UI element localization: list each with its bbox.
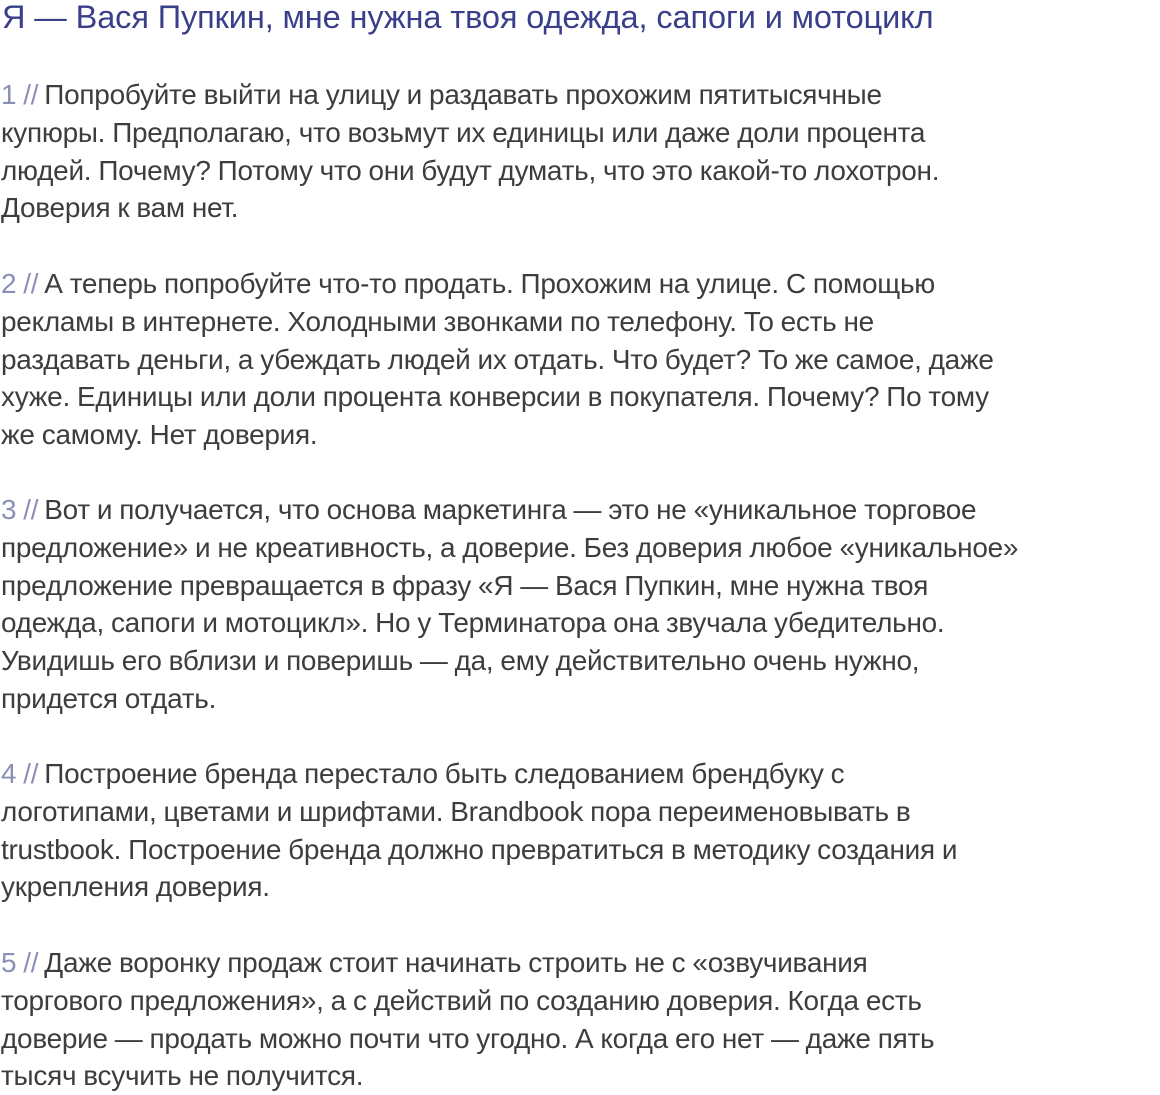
paragraph-line: же самому. Нет доверия. xyxy=(1,419,318,451)
paragraph-2 xyxy=(1,265,1160,454)
line-text: А теперь попробуйте что-то продать. Прохожим на улице. С помощью xyxy=(44,268,935,299)
paragraph-line xyxy=(1,76,1158,114)
paragraph-4 xyxy=(1,755,1160,906)
paragraph-line: логотипами, цветами и шрифтами. Brandbook пора переименовывать в xyxy=(1,795,911,827)
paragraph-1 xyxy=(1,76,1160,227)
paragraph-number: 4 // xyxy=(1,758,39,789)
paragraph-5 xyxy=(1,944,1160,1095)
paragraph-line: предложение превращается в фразу «Я — Вася Пупкин, мне нужна твоя xyxy=(1,569,929,601)
paragraph-number: 2 // xyxy=(1,268,39,299)
paragraph-line: доверие — продать можно почти что угодно. А когда его нет — даже пять xyxy=(1,1022,935,1054)
paragraph-line: раздавать деньги, а убеждать людей их отдать. Что будет? То же самое, даже xyxy=(1,343,994,375)
paragraph-number: 3 // xyxy=(1,494,39,525)
line-text: Вот и получается, что основа маркетинга — это не «уникальное торговое xyxy=(44,494,977,525)
paragraph-line xyxy=(1,944,1158,982)
paragraph-line: рекламы в интернете. Холодными звонками по телефону. То есть не xyxy=(1,305,874,337)
paragraph-number: 1 // xyxy=(1,79,39,110)
paragraph-line: trustbook. Построение бренда должно превратиться в методику создания и xyxy=(1,833,958,865)
paragraph-line: купюры. Предполагаю, что возьмут их единицы или даже доли процента xyxy=(1,116,926,148)
line-text: Попробуйте выйти на улицу и раздавать прохожим пятитысячные xyxy=(44,79,882,110)
paragraph-line: придется отдать. xyxy=(1,682,217,714)
paragraph-line: укрепления доверия. xyxy=(1,871,270,903)
paragraph-line: Увидишь его вблизи и поверишь — да, ему действительно очень нужно, xyxy=(1,645,920,677)
paragraph-line: торгового предложения», а с действий по созданию доверия. Когда есть xyxy=(1,984,922,1016)
paragraph-line: предложение» и не креативность, а доверие. Без доверия любое «уникальное» xyxy=(1,531,1019,563)
paragraph-line: тысяч всучить не получится. xyxy=(1,1060,364,1092)
paragraph-line: одежда, сапоги и мотоцикл». Но у Терминатора она звучала убедительно. xyxy=(1,607,945,639)
paragraph-line xyxy=(1,755,1158,793)
paragraph-line: людей. Почему? Потому что они будут думать, что это какой-то лохотрон. xyxy=(1,154,940,186)
article-title: Я — Вася Пупкин, мне нужна твоя одежда, сапоги и мотоцикл xyxy=(2,0,934,35)
paragraph-line: хуже. Единицы или доли процента конверсии в покупателя. Почему? По тому xyxy=(1,381,989,413)
paragraph-3 xyxy=(1,491,1160,718)
paragraph-number: 5 // xyxy=(1,947,39,978)
paragraph-line xyxy=(1,491,1158,529)
line-text: Построение бренда перестало быть следованием брендбуку с xyxy=(44,758,845,789)
paragraph-line xyxy=(1,265,1158,303)
paragraph-line: Доверия к вам нет. xyxy=(1,192,239,224)
line-text: Даже воронку продаж стоит начинать строить не с «озвучивания xyxy=(44,947,868,978)
